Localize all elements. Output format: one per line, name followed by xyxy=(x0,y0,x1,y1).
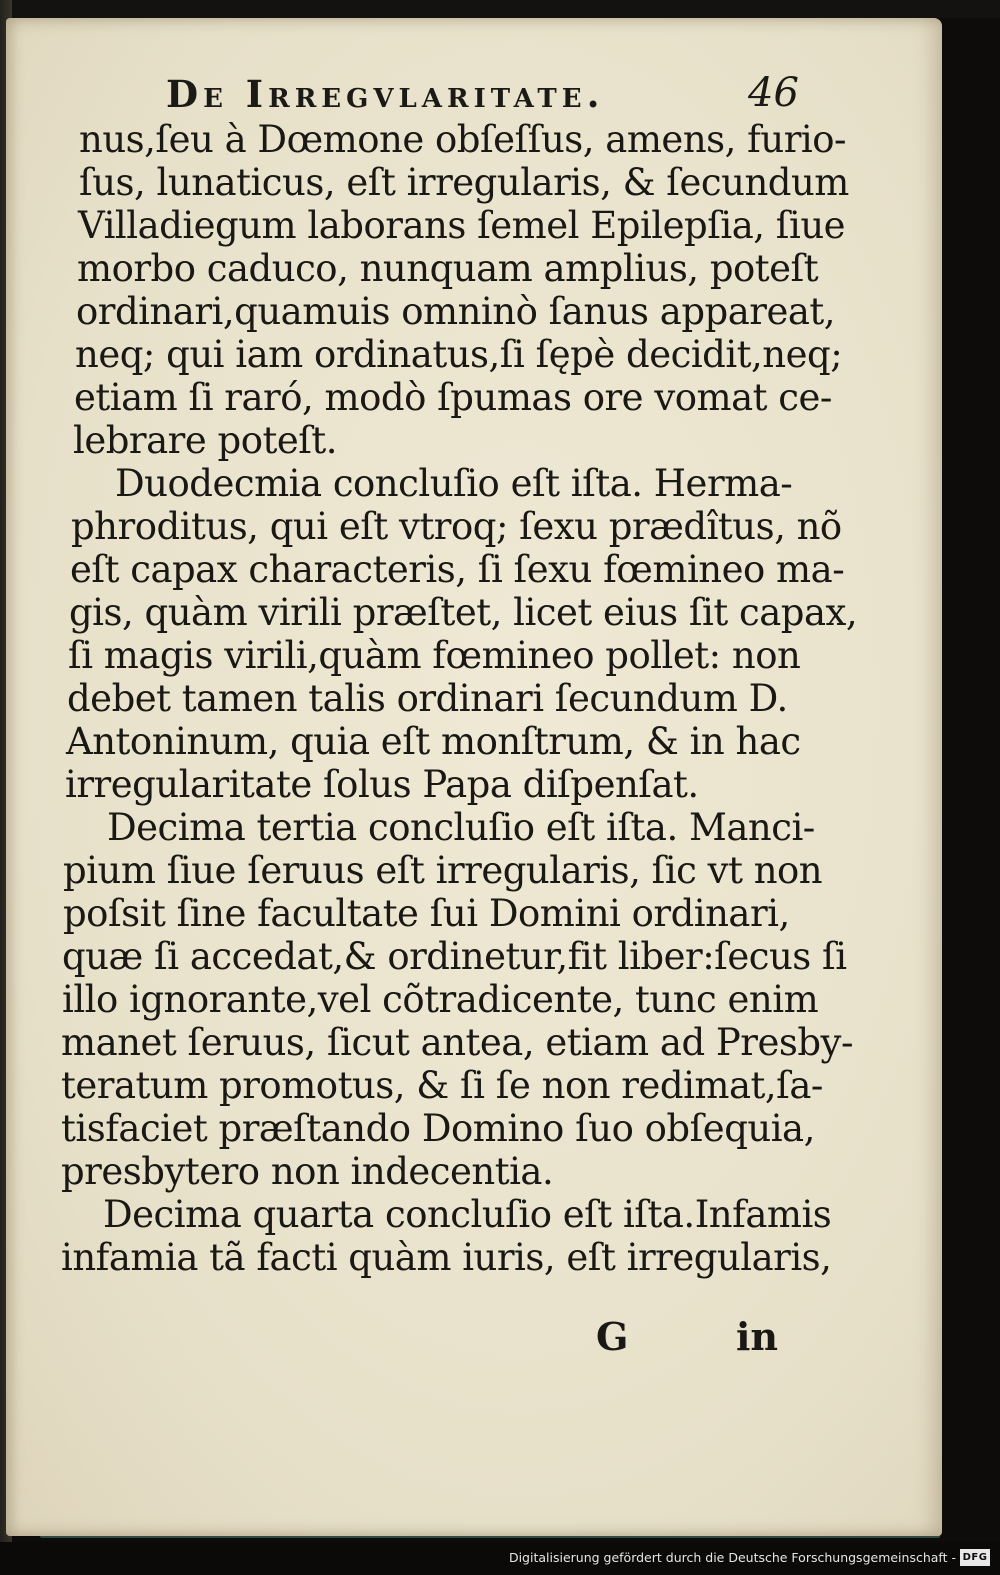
text-line: irregularitate ſolus Papa diſpenſat. xyxy=(65,763,699,806)
running-head xyxy=(166,66,806,122)
text-line: illo ignorante,vel cõtradicente, tunc enim xyxy=(62,978,819,1021)
text-line: poſsit ſine facultate ſui Domini ordinari, xyxy=(63,892,790,935)
signature-mark: G xyxy=(596,1314,629,1359)
text-line: presbytero non indecentia. xyxy=(61,1150,554,1193)
funding-credit: Digitalisierung gefördert durch die Deutsche Forschungsgemeinschaft - xyxy=(508,1550,956,1565)
dfg-logo: DFG xyxy=(960,1549,990,1566)
text-line: quæ ſi accedat,& ordinetur,fit liber:ſecus ſi xyxy=(62,935,847,978)
text-line: lebrare poteſt. xyxy=(73,419,338,462)
text-line: infamia tã facti quàm iuris, eſt irregularis, xyxy=(61,1236,832,1279)
text-line: gis, quàm virili præſtet, licet eius ſit capax, xyxy=(69,591,858,634)
text-line: ſi magis virili,quàm fœmineo pollet: non xyxy=(68,634,801,677)
text-line: Villadiegum laborans ſemel Epilepſia, ſiue xyxy=(78,204,846,247)
paragraph-first-line: Decima quarta concluſio eſt iſta.Infamis xyxy=(103,1193,832,1236)
text-line: neq; qui iam ordinatus,ſi ſępè decidit,neq; xyxy=(75,333,843,376)
paragraph-first-line: Duodecmia concluſio eſt iſta. Herma- xyxy=(115,462,793,505)
text-line: ſus, lunaticus, eſt irregularis, & ſecundum xyxy=(79,161,849,204)
text-line: morbo caduco, nunquam amplius, poteſt xyxy=(77,247,819,290)
text-line: Antoninum, quia eſt monſtrum, & in hac xyxy=(66,720,801,763)
text-line: nus,ſeu à Dœmone obſeſſus, amens, furio- xyxy=(79,118,846,161)
book-page xyxy=(6,18,942,1536)
catchwords xyxy=(596,1314,796,1360)
text-line: teratum promotus, & ſi ſe non redimat,ſa- xyxy=(61,1064,823,1107)
scan-background-top xyxy=(0,0,1000,18)
text-line: pium ſiue ſeruus eſt irregularis, ſic vt non xyxy=(63,849,823,892)
catchword: in xyxy=(736,1314,779,1359)
text-line: manet ſeruus, ſicut antea, etiam ad Presby- xyxy=(61,1021,853,1064)
text-line: ordinari,quamuis omninò ſanus appareat, xyxy=(76,290,836,333)
text-line: etiam ſi raró, modò ſpumas ore vomat ce- xyxy=(74,376,832,419)
running-title: De Irregvlaritate. xyxy=(166,72,605,116)
page-number: 46 xyxy=(748,70,799,116)
paragraph-first-line: Decima tertia concluſio eſt iſta. Manci- xyxy=(107,806,815,849)
text-line: debet tamen talis ordinari ſecundum D. xyxy=(67,677,788,720)
text-line: phroditus, qui eſt vtroq; ſexu prædîtus, nõ xyxy=(71,505,842,548)
text-line: eſt capax characteris, ſi ſexu fœmineo ma- xyxy=(70,548,845,591)
text-line: tisfaciet præſtando Domino ſuo obſequia, xyxy=(61,1107,815,1150)
footer-bar xyxy=(0,1542,1000,1575)
